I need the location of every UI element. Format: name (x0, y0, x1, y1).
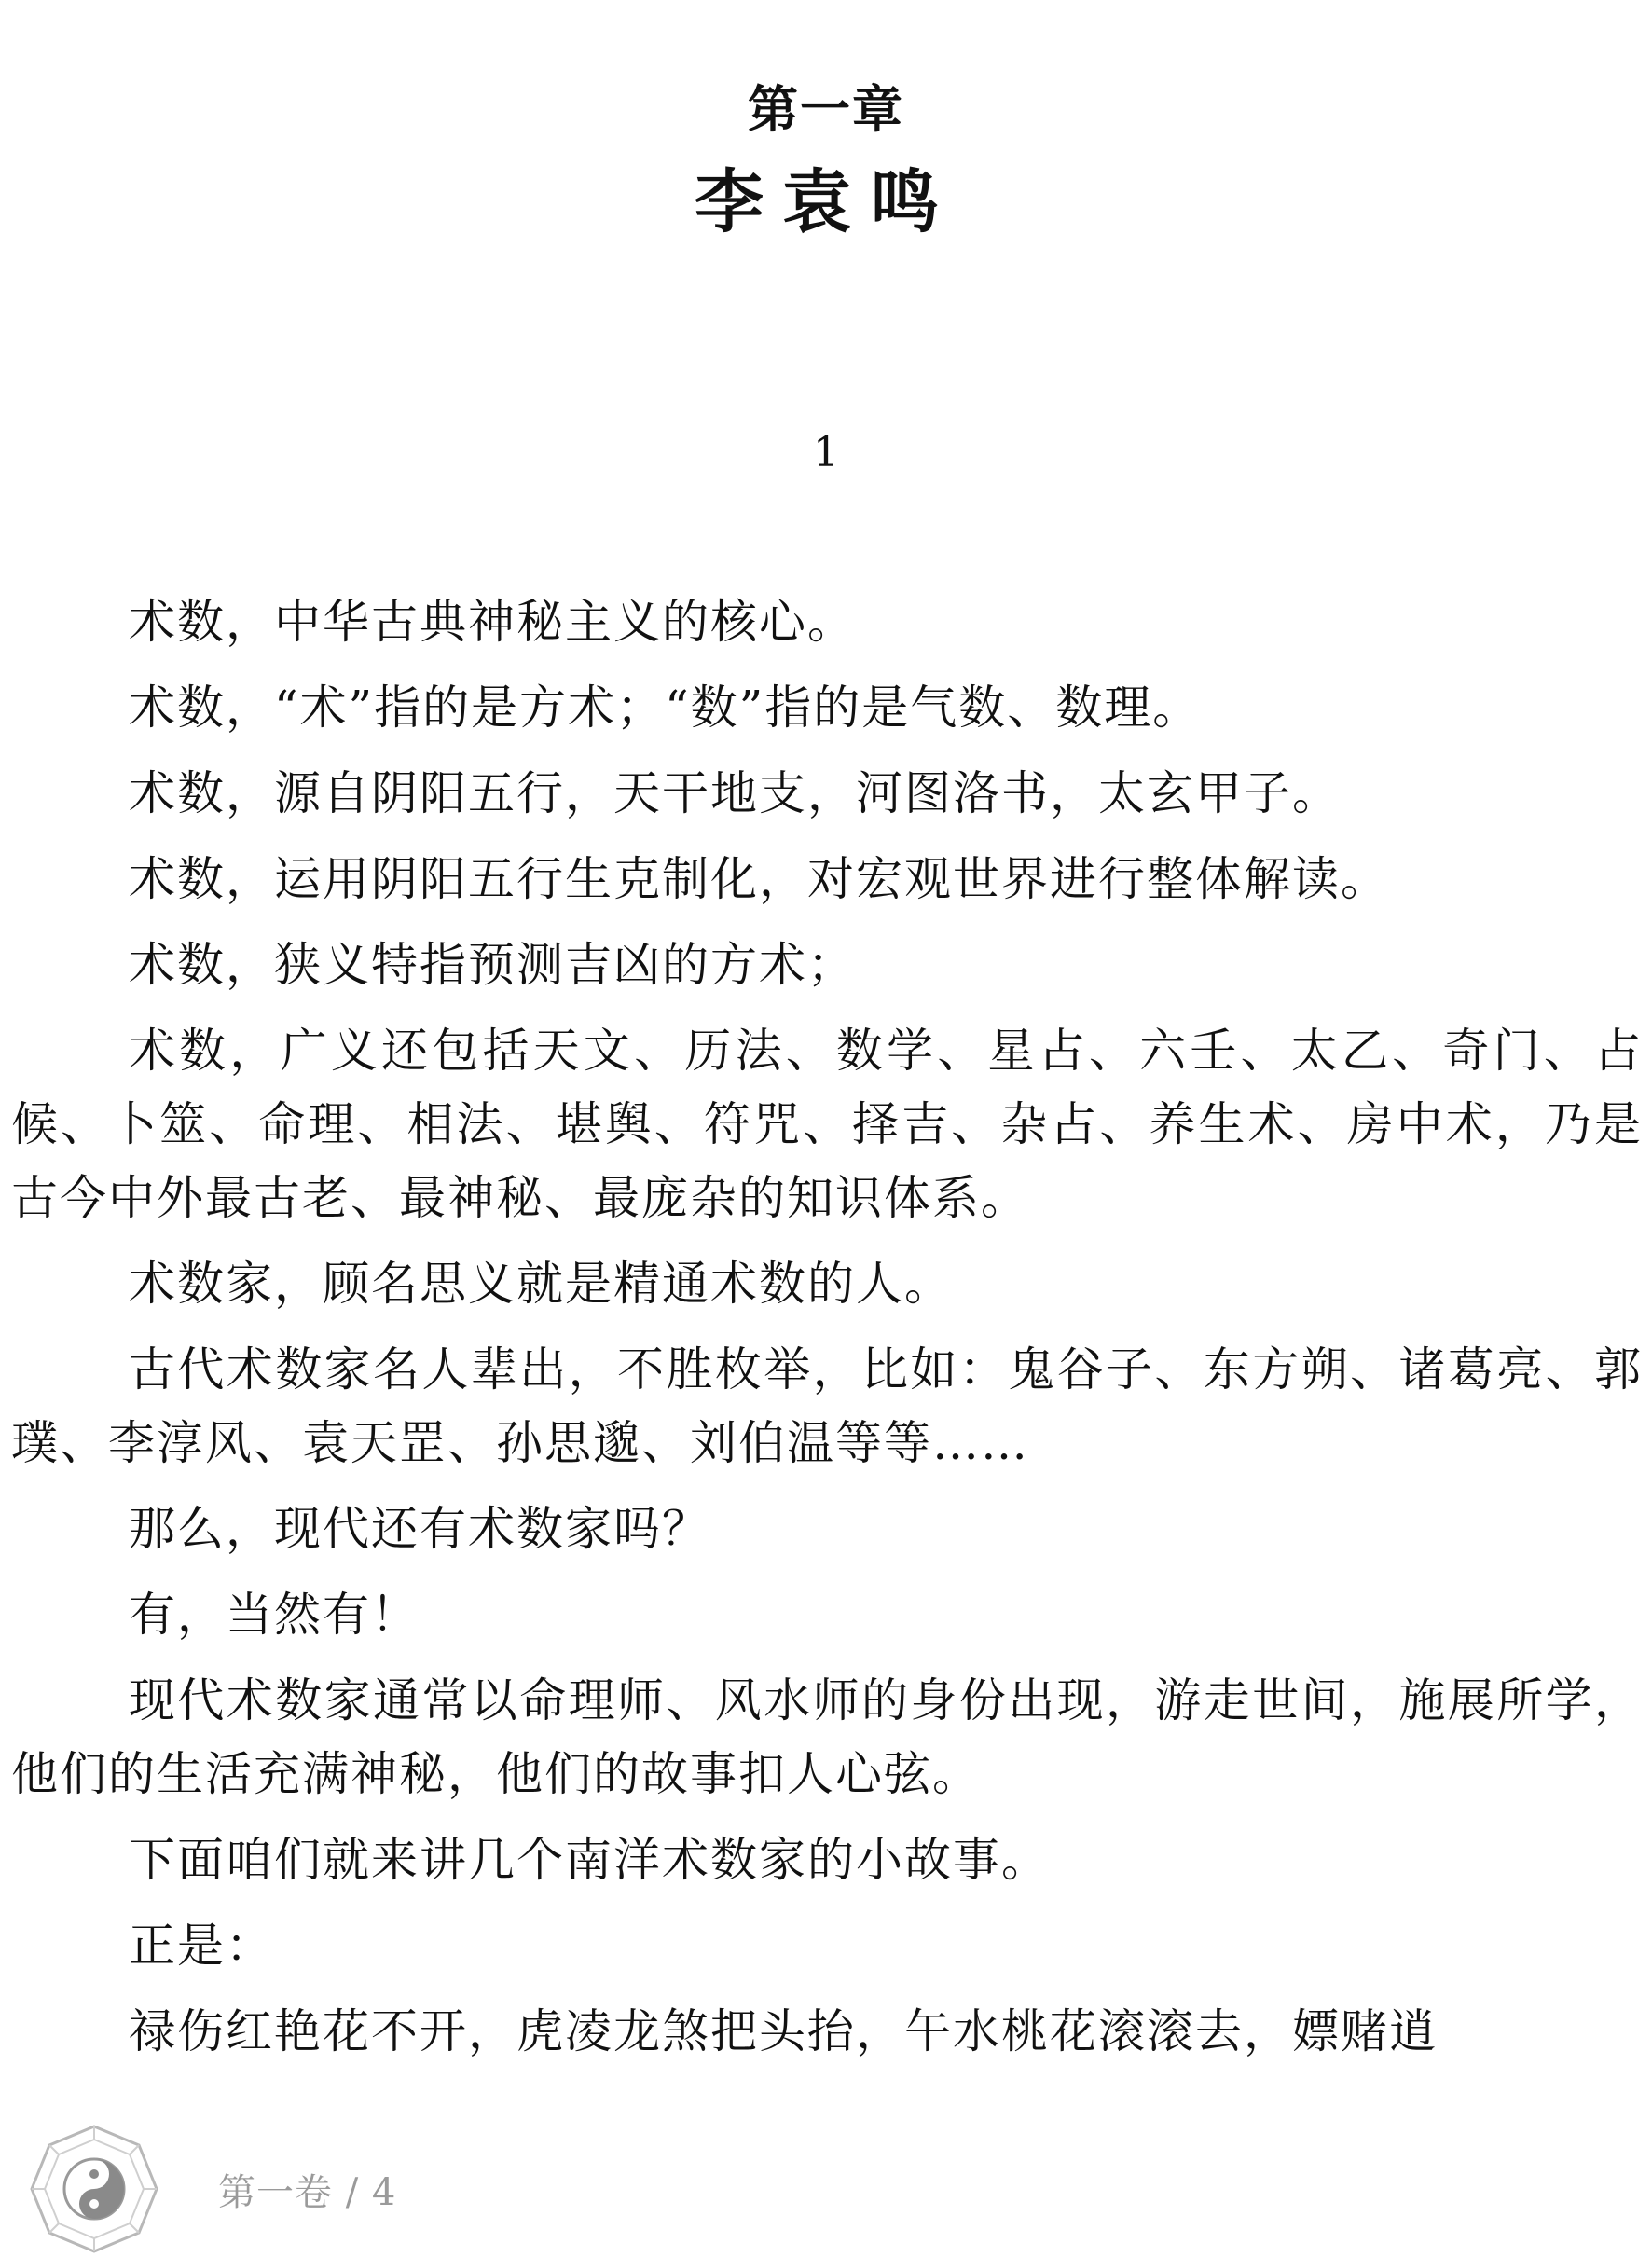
paragraph: 术数，源自阴阳五行，天干地支，河图洛书，太玄甲子。 (129, 766, 1341, 820)
paragraph: 术数家，顾名思义就是精通术数的人。 (129, 1257, 953, 1311)
paragraph: 现代术数家通常以命理师、风水师的身份出现，游走世间，施展所学，他们的生活充满神秘，他们的故事扣人心弦。 (11, 1673, 1643, 1801)
paragraph: 术数，运用阴阳五行生克制化，对宏观世界进行整体解读。 (129, 852, 1389, 906)
paragraph: 正是： (129, 1919, 274, 1973)
paragraph: 术数，广义还包括天文、历法、数学、星占、六壬、太乙、奇门、占候、卜筮、命理、相法、堪舆、符咒、择吉、杂占、养生术、房中术，乃是古今中外最古老、最神秘、最庞杂的知识体系。 (11, 1024, 1643, 1225)
chapter-label: 第一章 (748, 79, 904, 139)
bagua-taiji-icon (26, 2121, 162, 2257)
paragraph: 有，当然有！ (129, 1588, 420, 1642)
paragraph: 禄伤红艳花不开，虎凌龙煞把头抬，午水桃花滚滚去，嫖赌逍 (129, 2004, 1438, 2058)
section-number: 1 (813, 429, 839, 476)
paragraph: 术数，中华古典神秘主义的核心。 (129, 595, 856, 649)
paragraph: 术数，狭义特指预测吉凶的方术； (129, 938, 856, 992)
page-number-label: 第一卷 / 4 (218, 2171, 397, 2214)
body-text (11, 585, 1643, 2069)
paragraph: 术数，“术”指的是方术；“数”指的是气数、数理。 (129, 681, 1202, 735)
chapter-title: 李袁鸣 (695, 162, 957, 242)
paragraph: 下面咱们就来讲几个南洋术数家的小故事。 (129, 1833, 1050, 1887)
paragraph: 古代术数家名人辈出，不胜枚举，比如：鬼谷子、东方朔、诸葛亮、郭璞、李淳风、袁天罡、孙思邈、刘伯温等等…… (11, 1342, 1643, 1470)
page-footer (26, 2121, 585, 2257)
paragraph: 那么，现代还有术数家吗？ (129, 1502, 710, 1556)
